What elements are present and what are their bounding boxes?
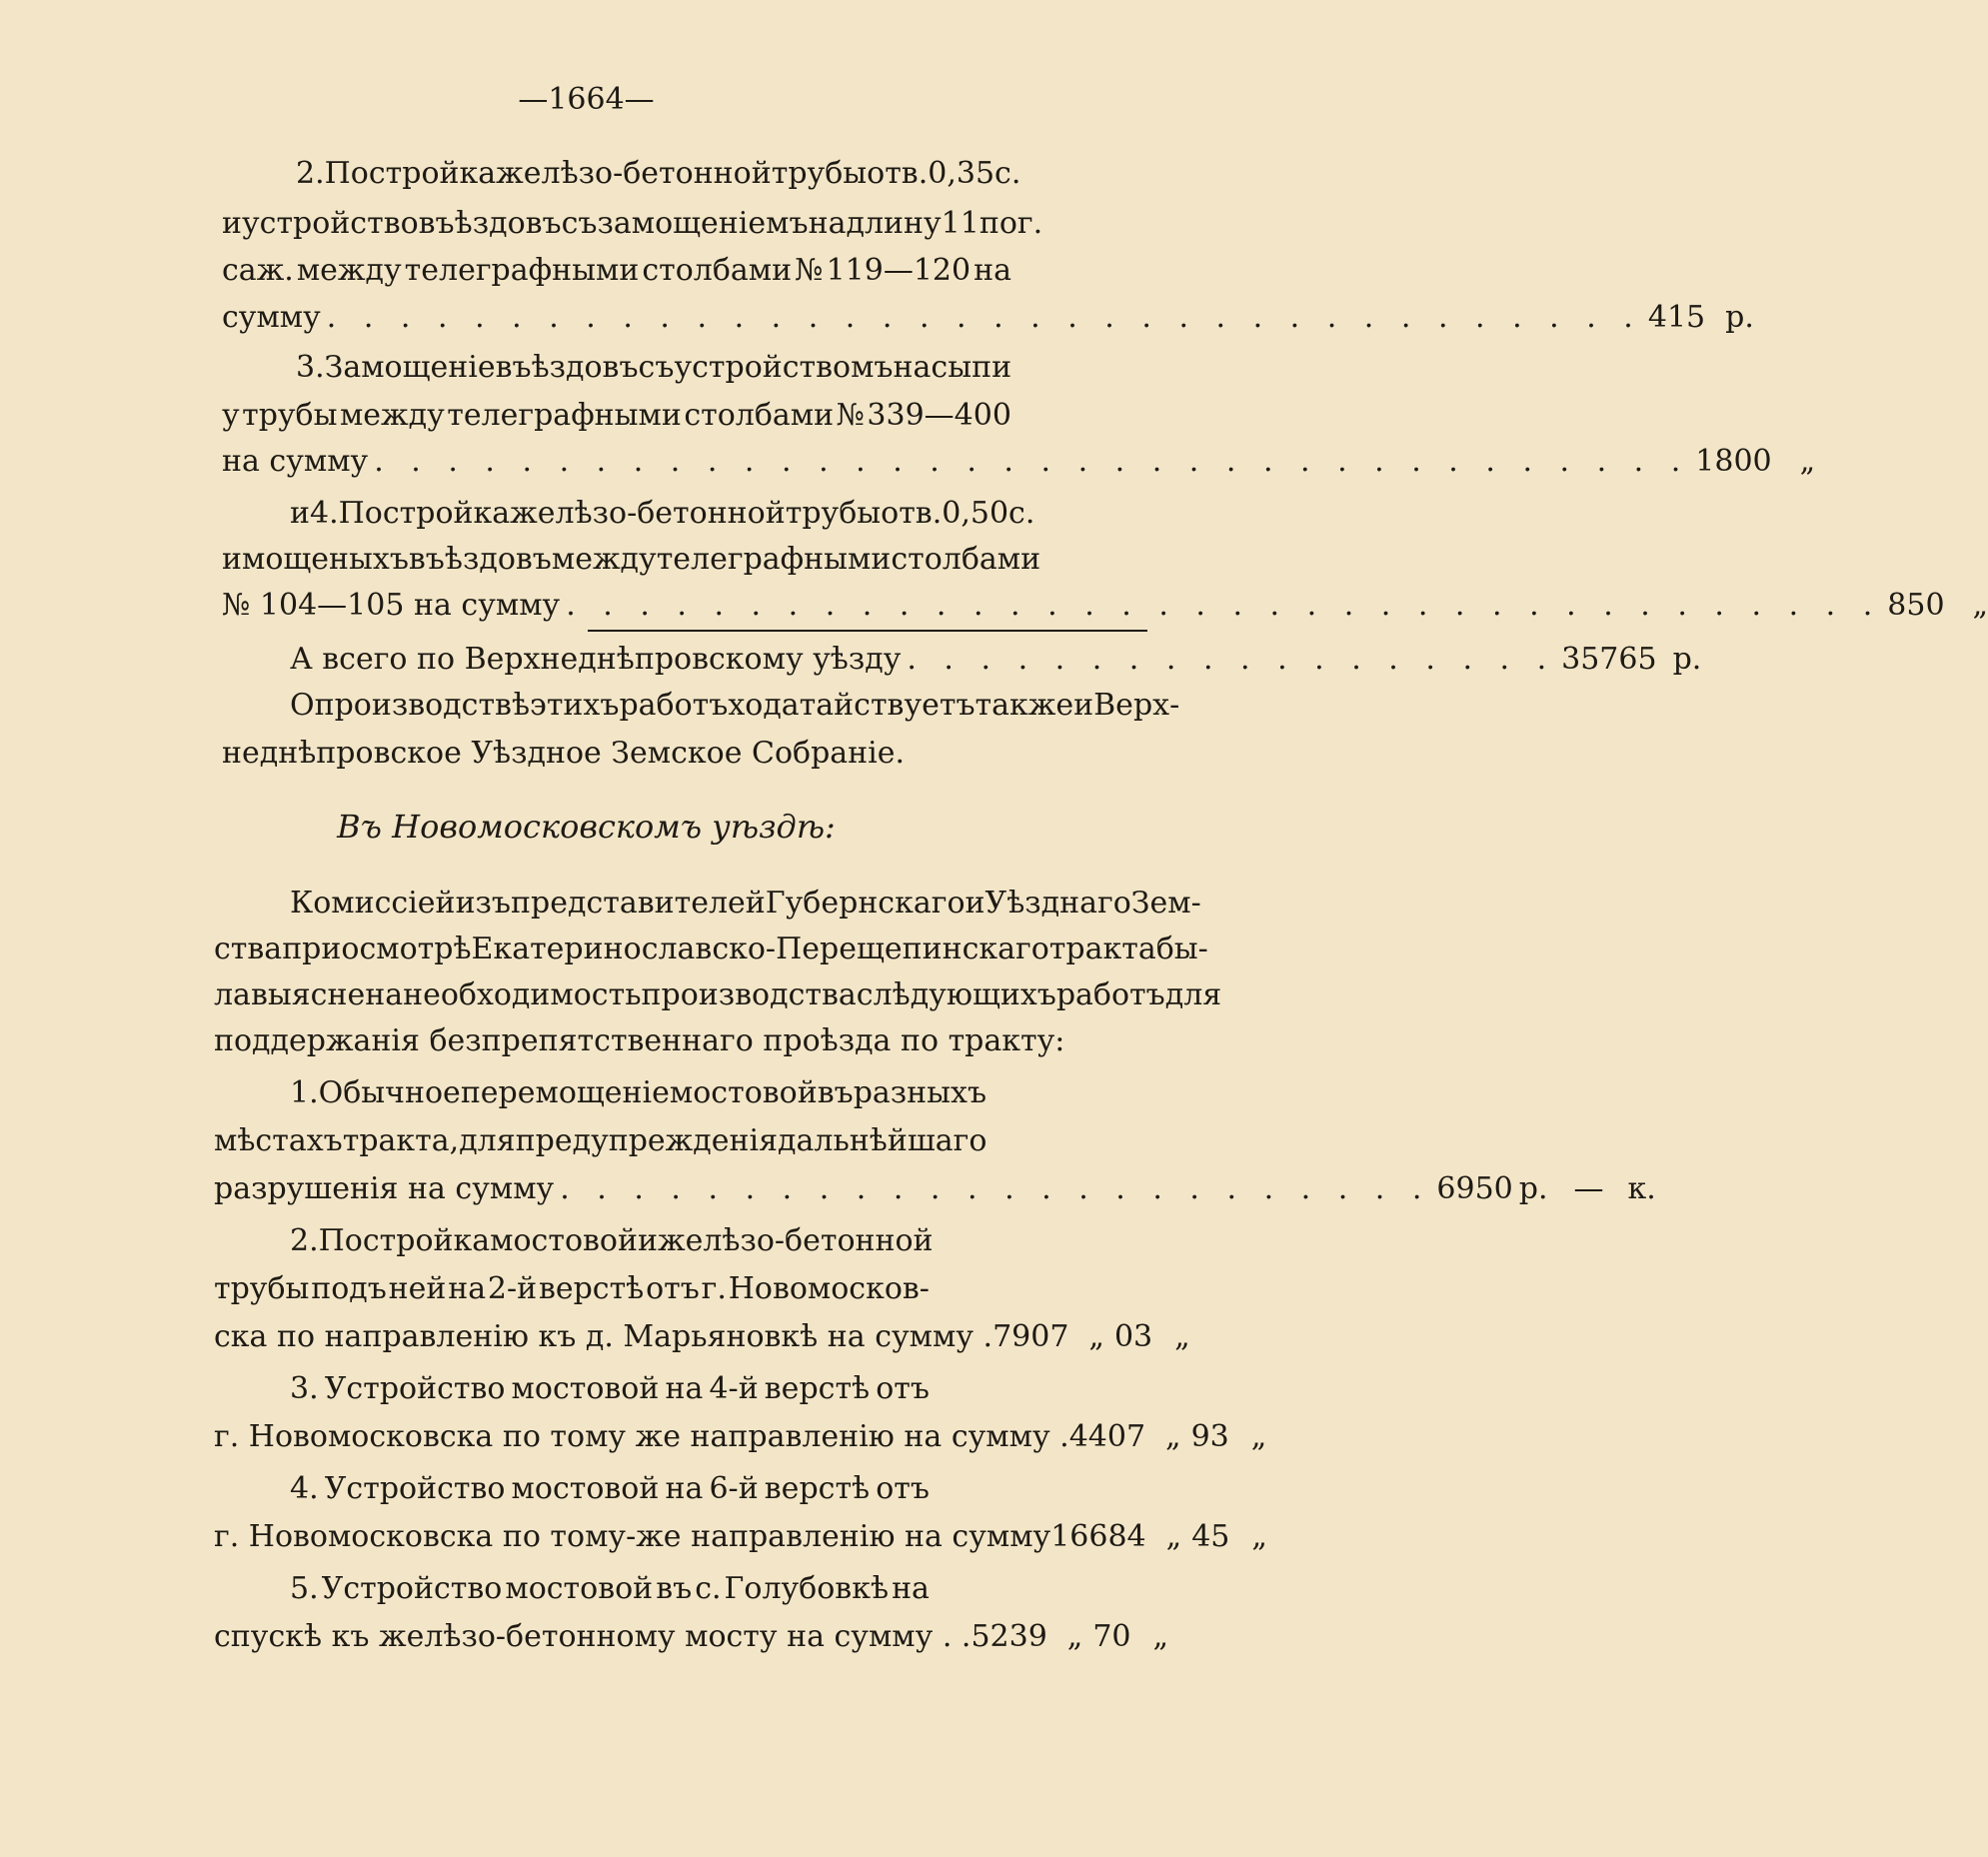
item-3-unit: „ — [1799, 444, 1816, 479]
note-line-1: О производствѣ этихъ работъ ходатайствуетъ также и Верх- — [290, 688, 1180, 723]
list-item-1-line-2: мѣстахъ тракта, для предупрежденія дальнѣйшаго — [214, 1123, 988, 1158]
note-line-2: неднѣпровское Уѣздное Земское Собраніе. — [222, 736, 906, 771]
total-unit: р. — [1672, 642, 1702, 677]
list-item-3-line-1: 3. Устройство мостовой на 4-й верстѣ отъ — [290, 1371, 930, 1406]
list-item-3-kopecks: 93 — [1190, 1419, 1229, 1454]
list-item-4-kop-unit: „ — [1251, 1519, 1267, 1554]
list-item-3-kop-unit: „ — [1250, 1419, 1267, 1454]
intro-line-3: ла выяснена необходимость производства слѣдующихъ работъ для — [214, 977, 1222, 1012]
item-3-line-1: 3. Замощеніе въѣздовъ съ устройствомъ насыпи — [296, 350, 1012, 385]
item-3-line-2: у трубы между телеграфными столбами № 339—400 — [222, 398, 1011, 433]
list-item-1-sum-row — [214, 1171, 1656, 1207]
list-item-1-rubles: 6950 — [1436, 1171, 1513, 1206]
item-2-line-1: 2. Постройка желѣзо-бетонной трубы отв. 0,35 с. — [296, 156, 1021, 191]
list-item-5-sum-row — [214, 1619, 1169, 1655]
list-item-1-rub-unit: р. — [1518, 1171, 1548, 1206]
list-item-3-sum-row — [214, 1419, 1267, 1455]
intro-line-4: поддержанія безпрепятственнаго проѣзда по тракту: — [214, 1023, 1065, 1058]
list-item-3-rubles: 4407 — [1068, 1419, 1146, 1454]
item-4-line-2: и мощеныхъ въѣздовъ между телеграфными столбами — [222, 542, 1041, 577]
list-item-4-line-1: 4. Устройство мостовой на 6-й верстѣ отъ — [290, 1471, 930, 1506]
leader-dots: . . . . . . . . . . . . . . . . . . . . . . . . — [560, 1171, 1431, 1206]
list-item-4-rubles: 16684 — [1050, 1519, 1146, 1554]
sum-rule — [588, 630, 1147, 632]
item-2-sum-row — [222, 300, 1754, 336]
intro-line-1: Комиссіей изъ представителей Губернскаго и Уѣзднаго Зем- — [290, 886, 1201, 921]
list-item-4-kopecks: 45 — [1191, 1519, 1230, 1554]
list-item-2-kopecks: 03 — [1113, 1319, 1153, 1354]
list-item-3-sum-label: г. Новомосковска по тому же направленію на сумму . — [214, 1419, 1069, 1454]
list-item-5-rubles: 5239 — [971, 1619, 1047, 1654]
item-4-unit: „ — [1972, 588, 1988, 623]
item-4-sum-label: № 104—105 на сумму — [222, 588, 561, 623]
list-item-1-kop-unit: к. — [1627, 1171, 1656, 1206]
list-item-2-rubles: 7907 — [993, 1319, 1069, 1354]
item-3-amount: 1800 — [1695, 444, 1772, 479]
list-item-2-sum-row — [214, 1319, 1190, 1355]
list-item-5-sum-label: спускѣ къ желѣзо-бетонному мосту на сумму . . — [214, 1619, 972, 1654]
item-4-amount: 850 — [1887, 588, 1945, 623]
list-item-5-rub-unit: „ — [1066, 1619, 1083, 1654]
list-item-2-rub-unit: „ — [1088, 1319, 1104, 1354]
list-item-1-kopecks: — — [1573, 1171, 1604, 1206]
intro-line-2: ства при осмотрѣ Екатеринославско-Перещепинскаго тракта бы- — [214, 931, 1208, 966]
list-item-5-kopecks: 70 — [1092, 1619, 1131, 1654]
page-number: —1664— — [518, 82, 655, 117]
section-heading: Въ Новомосковскомъ уѣздѣ: — [337, 808, 836, 846]
leader-dots: . . . . . . . . . . . . . . . . . . . . . . . . . . . . . . . . . . . . — [374, 444, 1690, 479]
list-item-1-sum-label: разрушенія на сумму — [214, 1171, 555, 1206]
item-2-unit: р. — [1725, 300, 1754, 335]
total-amount: 35765 — [1561, 642, 1657, 677]
list-item-2-line-2: трубы подъ ней на 2-й верстѣ отъ г. Новомосков- — [214, 1271, 930, 1306]
leader-dots: . . . . . . . . . . . . . . . . . . . . . . . . . . . . . . . . . . . . — [326, 300, 1642, 335]
item-3-sum-row — [222, 444, 1816, 480]
leader-dots: . . . . . . . . . . . . . . . . . . — [907, 642, 1556, 677]
item-3-sum-label: на сумму — [222, 444, 369, 479]
list-item-2-kop-unit: „ — [1174, 1319, 1190, 1354]
list-item-2-line-1: 2. Постройка мостовой и желѣзо-бетонной — [290, 1223, 934, 1258]
list-item-4-rub-unit: „ — [1165, 1519, 1182, 1554]
item-2-line-2: и устройство въѣздовъ съ замощеніемъ на длину 11 пог. — [222, 206, 1043, 241]
list-item-4-sum-label: г. Новомосковска по тому-же направленію на сумму — [214, 1519, 1051, 1554]
item-4-line-1: и 4. Постройка желѣзо-бетонной трубы отв. 0,50 с. — [290, 496, 1035, 531]
list-item-4-sum-row — [214, 1519, 1267, 1555]
list-item-5-kop-unit: „ — [1152, 1619, 1169, 1654]
total-row — [290, 642, 1702, 678]
list-item-5-line-1: 5. Устройство мостовой въ с. Голубовкѣ на — [290, 1571, 930, 1606]
item-2-sum-label: сумму — [222, 300, 321, 335]
list-item-2-sum-label: ска по направленію къ д. Марьяновкѣ на сумму . — [214, 1319, 994, 1354]
total-label: А всего по Верхнеднѣпровскому уѣзду — [290, 642, 902, 677]
list-item-1-line-1: 1. Обычное перемощеніе мостовой въ разныхъ — [290, 1075, 988, 1110]
list-item-3-rub-unit: „ — [1165, 1419, 1181, 1454]
item-4-sum-row — [222, 588, 1988, 624]
leader-dots: . . . . . . . . . . . . . . . . . . . . . . . . . . . . . . . . . . . . — [566, 588, 1882, 623]
item-2-amount: 415 — [1647, 300, 1706, 335]
item-2-line-3: саж. между телеграфными столбами № 119—120 на — [222, 253, 1011, 288]
